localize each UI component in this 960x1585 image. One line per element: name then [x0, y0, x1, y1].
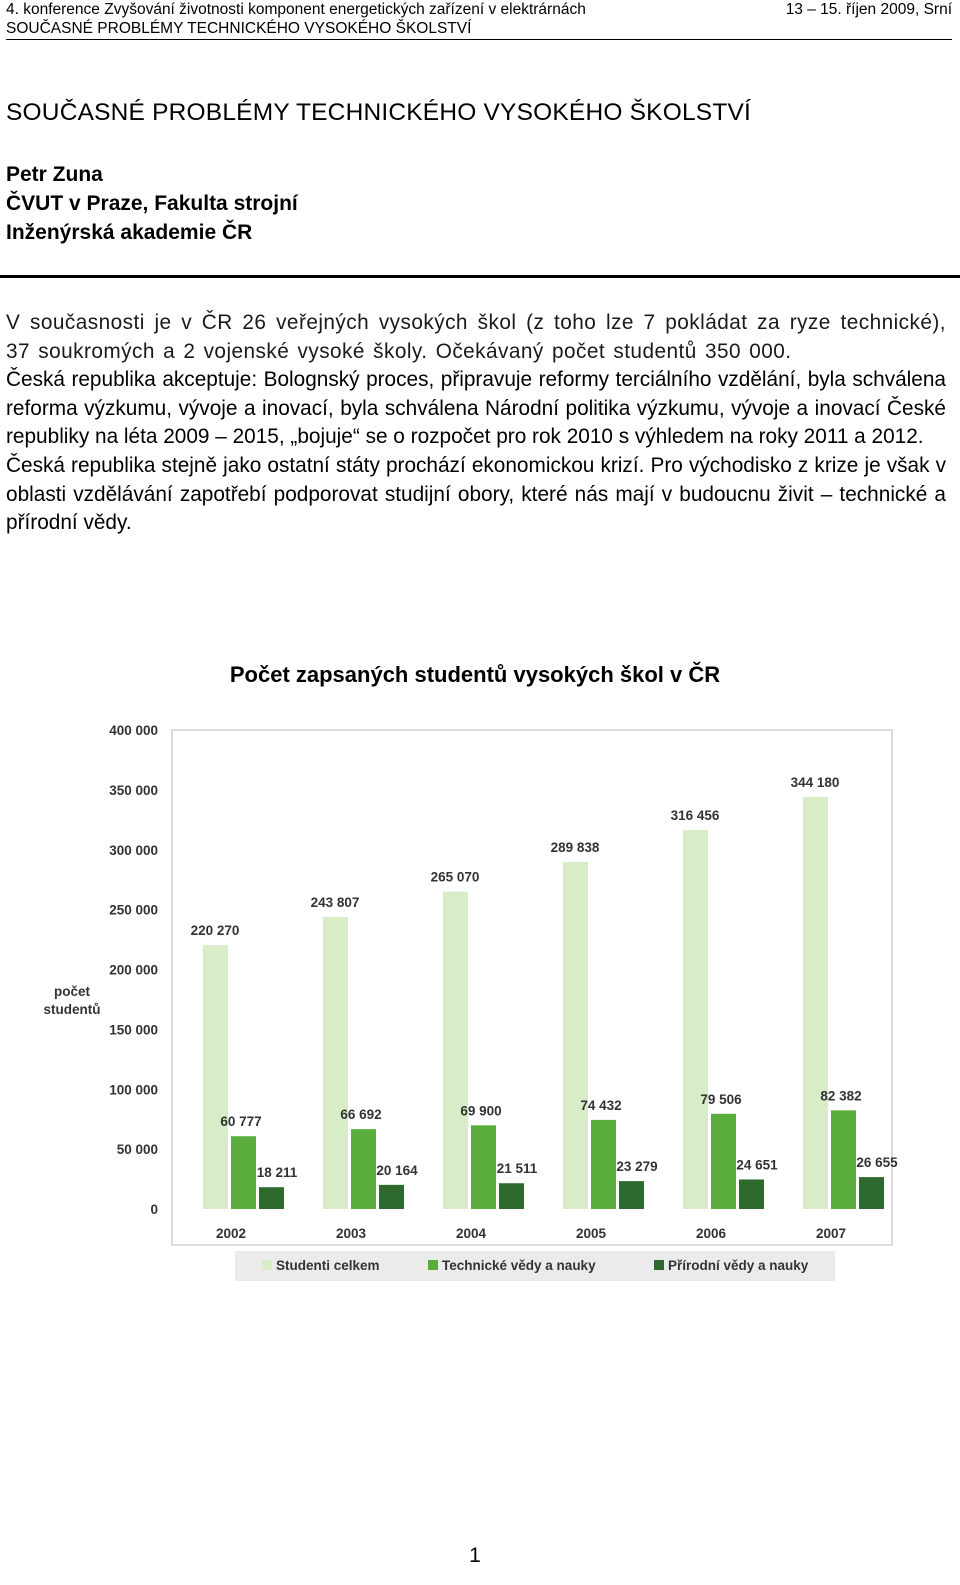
bar-přírodní-vědy-a-nauky [619, 1181, 644, 1209]
data-label: 220 270 [190, 923, 240, 939]
chart-title: Počet zapsaných studentů vysokých škol v ČR [229, 662, 721, 687]
paragraph: V současnosti je v ČR 26 veřejných vysokých škol (z toho lze 7 pokládat za ryze technické), 37 soukromých a 2 vojenské vysoké školy. Očekávaný počet studentů 350 000. [6, 311, 946, 363]
title-divider [0, 275, 960, 278]
bar-studenti-celkem [563, 862, 588, 1209]
enrollment-bar-chart [0, 700, 950, 1320]
data-label: 18 211 [256, 1165, 298, 1181]
legend-swatch [654, 1260, 664, 1270]
bar-technické-vědy-a-nauky [351, 1129, 376, 1209]
paper-title: SOUČASNÉ PROBLÉMY TECHNICKÉHO VYSOKÉHO ŠKOLSTVÍ [6, 99, 752, 126]
page-header [6, 0, 952, 40]
page-number: 1 [469, 1544, 481, 1567]
bar-technické-vědy-a-nauky [471, 1125, 496, 1209]
x-tick-label: 2005 [575, 1226, 607, 1241]
y-tick-label: 100 000 [109, 1082, 158, 1098]
x-tick-label: 2003 [335, 1226, 367, 1241]
bar-přírodní-vědy-a-nauky [739, 1179, 764, 1209]
paragraph: Česká republika akceptuje: Bolognský proces, připravuje reformy terciálního vzdělání, byla schválena reforma výzkumu, vývoje a inovací, byla schválena Národní politika výzkumu, vývoje a inovací České republiky na léta 2009 – 2015, „bojuje“ se o rozpočet pro rok 2010 s výhledem na roky 2011 a 2012. [6, 368, 946, 449]
author-name: Petr Zuna [6, 163, 103, 186]
data-label: 82 382 [820, 1088, 862, 1104]
x-tick-label: 2002 [215, 1226, 247, 1241]
data-label: 21 511 [496, 1161, 538, 1177]
x-tick-label: 2007 [815, 1226, 847, 1241]
paragraph: Česká republika stejně jako ostatní státy prochází ekonomickou krizí. Pro východisko z krize je však v oblasti vzdělávání zapotřebí podporovat studijní obory, které nás mají v budoucnu živit – technické a přírodní vědy. [6, 453, 946, 535]
bar-technické-vědy-a-nauky [711, 1114, 736, 1209]
conference-name: 4. konference Zvyšování životnosti komponent energetických zařízení v elektrárnách [6, 1, 586, 18]
y-tick-label: 400 000 [109, 723, 158, 738]
y-tick-label: 0 [150, 1202, 158, 1217]
bar-studenti-celkem [443, 892, 468, 1209]
y-axis-label: počet [53, 984, 91, 999]
data-label: 23 279 [616, 1159, 658, 1175]
bar-technické-vědy-a-nauky [591, 1120, 616, 1209]
data-label: 344 180 [790, 774, 840, 790]
author-block [6, 160, 298, 247]
bar-studenti-celkem [683, 830, 708, 1209]
data-label: 66 692 [340, 1107, 382, 1123]
bar-studenti-celkem [803, 797, 828, 1209]
data-label: 74 432 [580, 1097, 622, 1113]
data-label: 26 655 [856, 1155, 898, 1171]
y-tick-label: 300 000 [109, 842, 158, 858]
y-tick-label: 250 000 [109, 902, 158, 918]
bar-studenti-celkem [203, 945, 228, 1209]
legend-label: Technické vědy a nauky [442, 1258, 596, 1273]
y-tick-label: 350 000 [109, 782, 158, 798]
bar-přírodní-vědy-a-nauky [859, 1177, 884, 1209]
data-label: 243 807 [310, 895, 360, 911]
y-tick-label: 200 000 [109, 962, 158, 978]
bar-přírodní-vědy-a-nauky [379, 1185, 404, 1209]
conference-date: 13 – 15. říjen 2009, Srní [785, 1, 952, 18]
legend-swatch [428, 1260, 438, 1270]
data-label: 289 838 [550, 839, 600, 855]
data-label: 316 456 [670, 808, 720, 824]
data-label: 60 777 [220, 1114, 262, 1130]
bar-přírodní-vědy-a-nauky [259, 1187, 284, 1209]
bar-technické-vědy-a-nauky [831, 1110, 856, 1209]
x-tick-label: 2006 [695, 1226, 727, 1241]
data-label: 69 900 [460, 1103, 502, 1119]
bar-studenti-celkem [323, 917, 348, 1209]
y-tick-label: 50 000 [116, 1142, 158, 1158]
bar-přírodní-vědy-a-nauky [499, 1183, 524, 1209]
legend-label: Přírodní vědy a nauky [668, 1258, 809, 1273]
running-title: SOUČASNÉ PROBLÉMY TECHNICKÉHO VYSOKÉHO ŠKOLSTVÍ [6, 19, 952, 40]
y-axis-label: studentů [43, 1002, 101, 1017]
legend-label: Studenti celkem [276, 1258, 380, 1273]
data-label: 265 070 [430, 869, 480, 885]
author-affiliation: Inženýrská akademie ČR [6, 221, 253, 244]
data-label: 24 651 [736, 1157, 778, 1173]
author-affiliation: ČVUT v Praze, Fakulta strojní [6, 192, 298, 215]
y-tick-label: 150 000 [109, 1022, 158, 1038]
x-tick-label: 2004 [455, 1226, 487, 1241]
data-label: 79 506 [700, 1091, 742, 1107]
body-text [6, 309, 946, 538]
bar-technické-vědy-a-nauky [231, 1136, 256, 1209]
legend-swatch [262, 1260, 272, 1270]
data-label: 20 164 [376, 1162, 418, 1178]
